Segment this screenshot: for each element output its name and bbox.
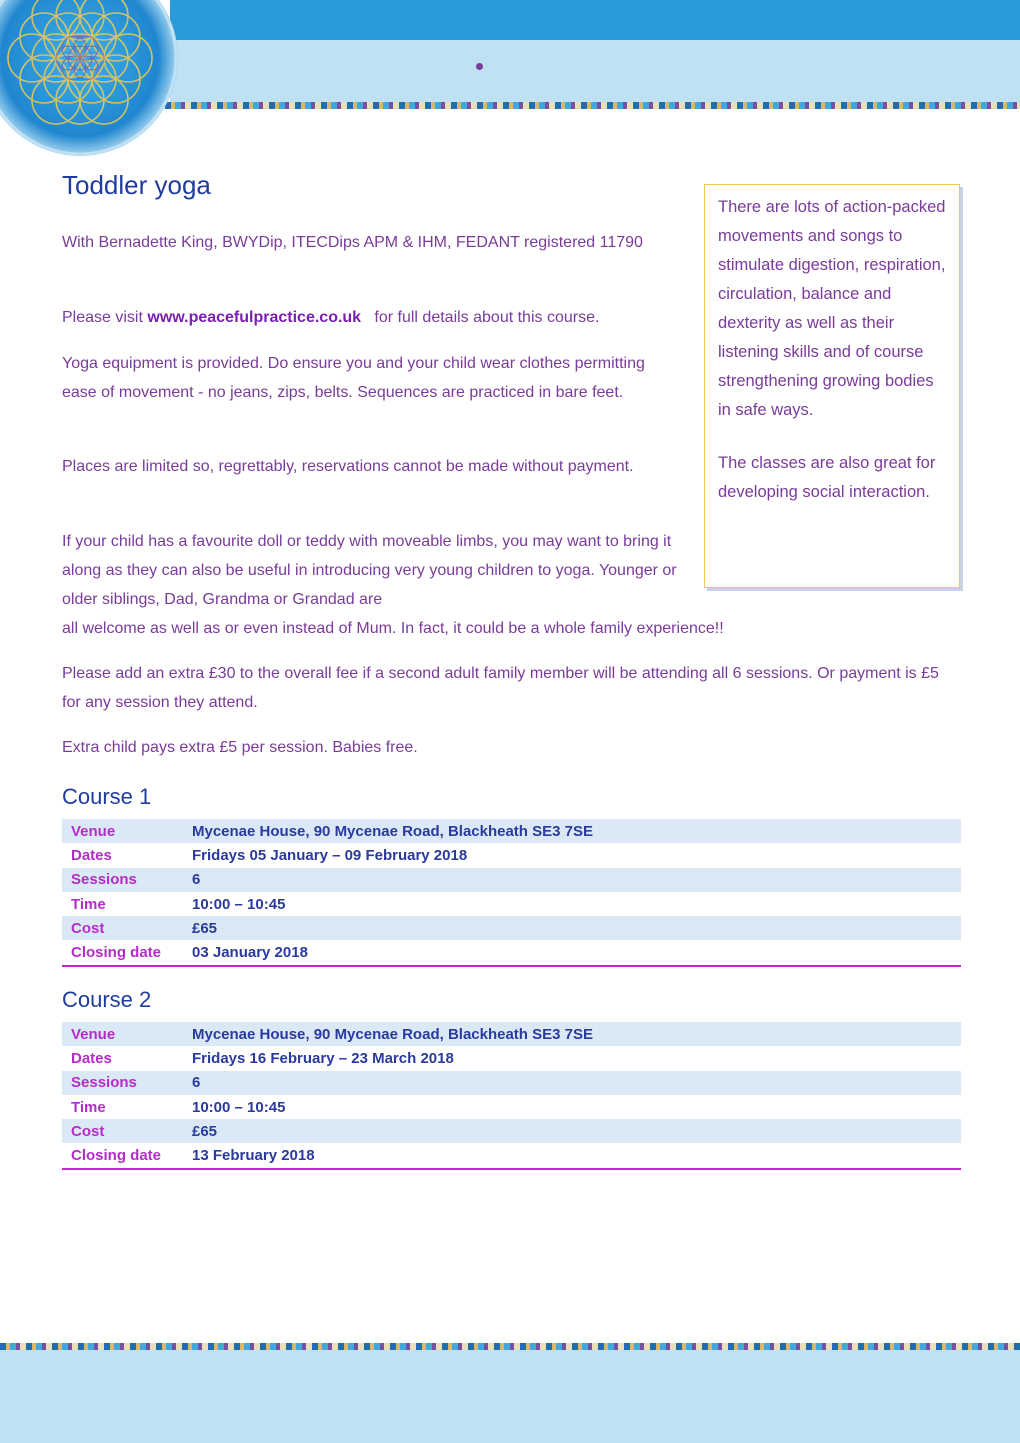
table-row (62, 1046, 961, 1070)
course-2-title: Course 2 (62, 987, 152, 1012)
row-label: Time (71, 1098, 106, 1116)
table-row (62, 843, 961, 867)
header-band-light (170, 40, 1020, 102)
row-value: Mycenae House, 90 Mycenae Road, Blackheath SE3 7SE (192, 1022, 961, 1046)
sidebox-movements-text: There are lots of action-packed movements and songs to stimulate digestion, respiration, circulation, balance and dexterity as well as their listening skills and of course strengthening growing bodies in safe ways. (718, 198, 946, 419)
row-value: 03 January 2018 (192, 944, 308, 962)
course-1-table (62, 819, 961, 967)
row-value: 10:00 – 10:45 (192, 1098, 286, 1116)
row-value: 10:00 – 10:45 (192, 895, 286, 913)
visit-pre-text: Please visit (62, 309, 148, 326)
visit-paragraph (62, 303, 702, 332)
row-label: Dates (71, 1049, 112, 1067)
row-value: Mycenae House, 90 Mycenae Road, Blackheath SE3 7SE (192, 819, 961, 843)
doll-paragraph-continued: all welcome as well as or even instead of Mum. In fact, it could be a whole family experience!! (62, 620, 724, 637)
row-value: 13 February 2018 (192, 1147, 315, 1165)
course-1-title: Course 1 (62, 784, 152, 809)
places-paragraph: Places are limited so, regrettably, reservations cannot be made without payment. (62, 458, 634, 475)
sidebox-social-text: The classes are also great for developing social interaction. (718, 454, 936, 501)
row-value: 6 (192, 868, 961, 892)
table-row (62, 1143, 961, 1168)
table-row (62, 916, 961, 940)
row-label: Dates (71, 846, 112, 864)
row-value: 6 (192, 1071, 961, 1095)
extra-adult-paragraph: Please add an extra £30 to the overall fee if a second adult family member will be attending all 6 sessions. Or payment is £5 for any session they attend. (62, 665, 939, 711)
row-label: Venue (62, 819, 192, 843)
extra-child-paragraph: Extra child pays extra £5 per session. Babies free. (62, 739, 418, 756)
website-link[interactable]: www.peacefulpractice.co.uk (147, 309, 362, 326)
table-row (62, 940, 961, 965)
row-label: Venue (62, 1022, 192, 1046)
row-label: Closing date (71, 944, 162, 962)
header-bullet-dot (476, 63, 483, 70)
visit-post-text: for full details about this course. (361, 309, 600, 326)
table-row (62, 892, 961, 916)
row-label: Closing date (71, 1147, 162, 1165)
table-row (62, 1022, 961, 1046)
flower-of-life-logo (0, 0, 180, 158)
table-row (62, 1071, 961, 1095)
row-label: Sessions (62, 1071, 192, 1095)
header-decorative-strip (165, 102, 1020, 109)
row-value: £65 (192, 1119, 961, 1143)
page-title: Toddler yoga (62, 170, 211, 200)
row-value: Fridays 16 February – 23 March 2018 (192, 1049, 454, 1067)
table-row (62, 1119, 961, 1143)
table-row (62, 1095, 961, 1119)
equipment-paragraph: Yoga equipment is provided. Do ensure you and your child wear clothes permitting ease of movement - no jeans, zips, belts. Sequences are practiced in bare feet. (62, 355, 645, 401)
footer-decorative-strip (0, 1343, 1020, 1350)
doll-paragraph: If your child has a favourite doll or teddy with moveable limbs, you may want to bring it along as they can also be useful in introducing very young children to yoga. Younger or older siblings, Dad, Grandma or Grandad are (62, 533, 677, 608)
row-label: Sessions (62, 868, 192, 892)
row-label: Time (71, 895, 106, 913)
table-row (62, 819, 961, 843)
info-sidebox (704, 184, 960, 588)
row-value: Fridays 05 January – 09 February 2018 (192, 846, 468, 864)
table-row (62, 868, 961, 892)
course-2-table (62, 1022, 961, 1170)
row-label: Cost (62, 916, 192, 940)
footer-band (0, 1350, 1020, 1443)
row-label: Cost (62, 1119, 192, 1143)
row-value: £65 (192, 916, 961, 940)
instructor-intro: With Bernadette King, BWYDip, ITECDips APM & IHM, FEDANT registered 11790 (62, 234, 643, 251)
header-band (170, 0, 1020, 40)
